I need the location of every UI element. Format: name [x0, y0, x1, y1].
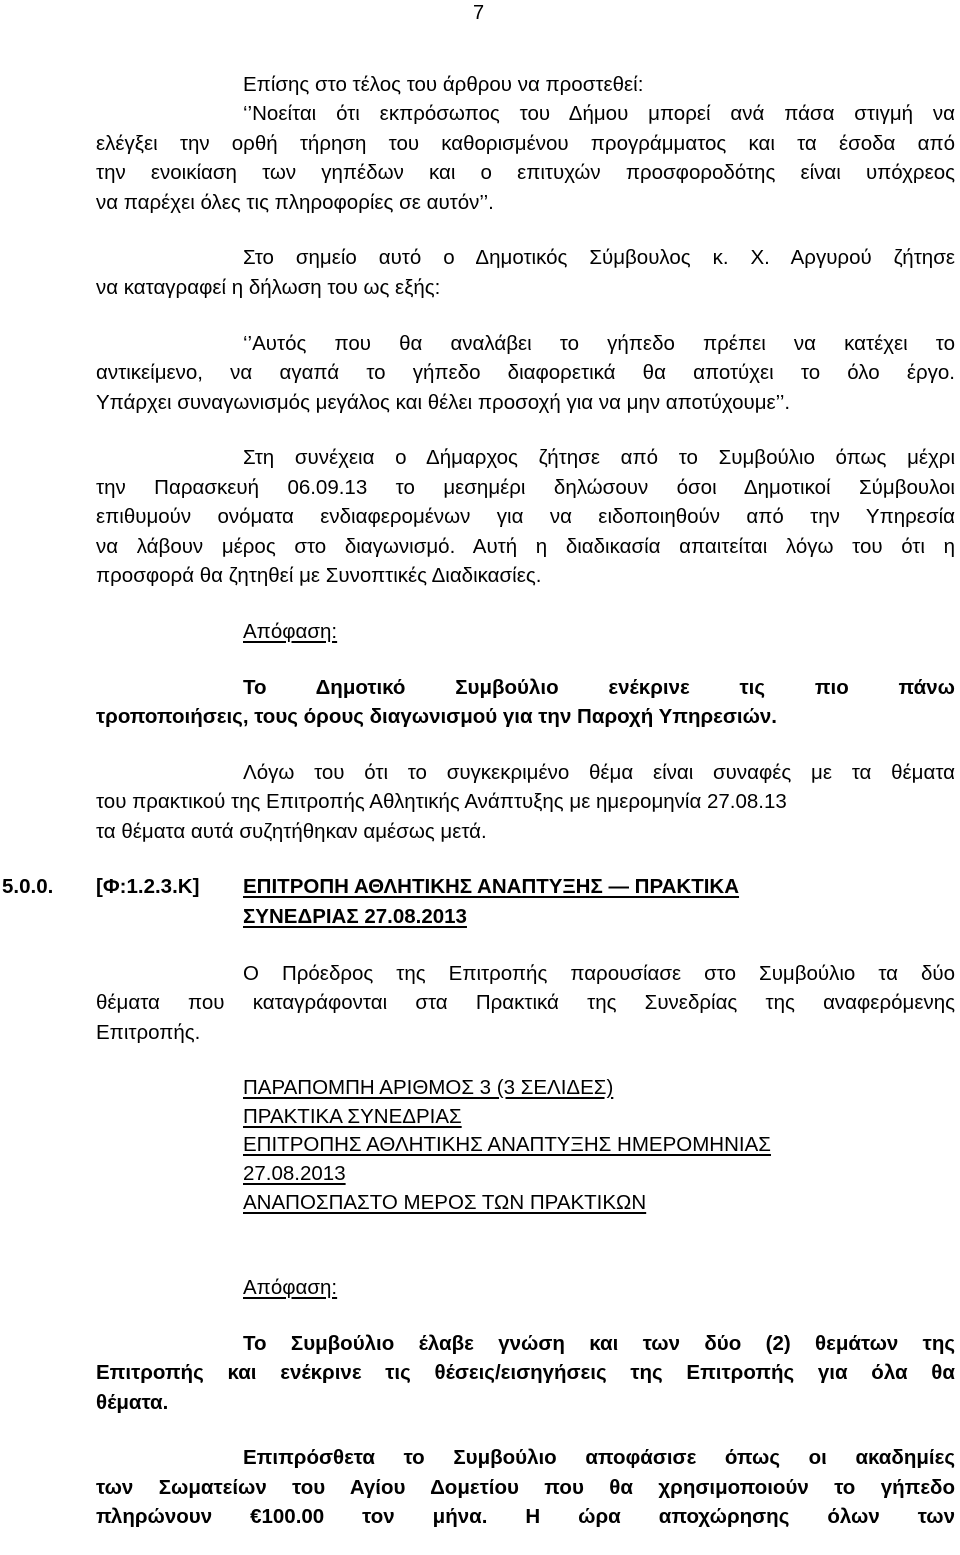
- item-title: ΣΥΝΕΔΡΙΑΣ 27.08.2013: [243, 905, 467, 928]
- chairman-line: Ο Πρόεδρος της Επιτροπής παρουσίασε στο Συμβούλιο τα δύο: [243, 962, 955, 985]
- related-line: του πρακτικού της Επιτροπής Αθλητικής Ανάπτυξης με ημερομηνία 27.08.13: [96, 790, 787, 813]
- decision2-line: θέματα.: [96, 1391, 169, 1414]
- item-code: [Φ:1.2.3.Κ]: [96, 875, 200, 898]
- decision2-line: Το Συμβούλιο έλαβε γνώση και των δύο (2) θεμάτων της: [243, 1332, 955, 1355]
- decision-label: Απόφαση:: [243, 1276, 338, 1299]
- related-line: Λόγω του ότι το συγκεκριμένο θέμα είναι συναφές με τα θέματα: [243, 761, 955, 784]
- decision2-line: Επιτροπής και ενέκρινε τις θέσεις/εισηγήσεις της Επιτροπής για όλα θα: [96, 1361, 955, 1384]
- reference-line: ΠΡΑΚΤΙΚΑ ΣΥΝΕΔΡΙΑΣ: [243, 1105, 462, 1128]
- additional-line: των Σωματείων του Αγίου Δομετίου που θα χρησιμοποιούν το γήπεδο: [96, 1476, 955, 1499]
- mayor-line: προσφορά θα ζητηθεί με Συνοπτικές Διαδικασίες.: [96, 564, 542, 587]
- reference-line: ΠΑΡΑΠΟΜΠΗ ΑΡΙΘΜΟΣ 3 (3 ΣΕΛΙΔΕΣ): [243, 1076, 614, 1099]
- intro-text: Επίσης στο τέλος του άρθρου να προστεθεί:: [243, 73, 644, 96]
- mayor-line: την Παρασκευή 06.09.13 το μεσημέρι δηλώσουν όσοι Δημοτικοί Σύμβουλοι: [96, 476, 955, 499]
- quote2-line: Υπάρχει συναγωνισμός μεγάλος και θέλει προσοχή για να μην αποτύχουμε’’.: [96, 391, 791, 414]
- additional-line: Επιπρόσθετα το Συμβούλιο αποφάσισε όπως οι ακαδημίες: [243, 1446, 955, 1469]
- related-line: τα θέματα αυτά συζητήθηκαν αμέσως μετά.: [96, 820, 487, 843]
- quote1-line: ‘’Νοείται ότι εκπρόσωπος του Δήμου μπορεί ανά πάσα στιγμή να: [243, 102, 955, 125]
- reference-line: 27.08.2013: [243, 1162, 346, 1185]
- reference-line: ΑΝΑΠΟΣΠΑΣΤΟ ΜΕΡΟΣ ΤΩΝ ΠΡΑΚΤΙΚΩΝ: [243, 1191, 647, 1214]
- decision1-line: τροποποιήσεις, τους όρους διαγωνισμού για την Παροχή Υπηρεσιών.: [96, 705, 778, 728]
- mayor-line: Στη συνέχεια ο Δήμαρχος ζήτησε από το Συμβούλιο όπως μέχρι: [243, 446, 955, 469]
- quote1-line: να παρέχει όλες τις πληροφορίες σε αυτόν’’.: [96, 191, 494, 214]
- chairman-line: θέματα που καταγράφονται στα Πρακτικά της Συνεδρίας της αναφερόμενης: [96, 991, 955, 1014]
- mayor-line: επιθυμούν ονόματα ενδιαφερομένων για να ειδοποιηθούν από την Υπηρεσία: [96, 505, 955, 528]
- quote1-line: ελέγξει την ορθή τήρηση του καθορισμένου προγράμματος και τα έσοδα από: [96, 132, 955, 155]
- statement-line: Στο σημείο αυτό ο Δημοτικός Σύμβουλος κ. Χ. Αργυρού ζήτησε: [243, 246, 955, 269]
- mayor-line: να λάβουν μέρος στο διαγωνισμό. Αυτή η διαδικασία απαιτείται λόγω του ότι η: [96, 535, 955, 558]
- chairman-line: Επιτροπής.: [96, 1021, 201, 1044]
- item-title: ΕΠΙΤΡΟΠΗ ΑΘΛΗΤΙΚΗΣ ΑΝΑΠΤΥΞΗΣ — ΠΡΑΚΤΙΚΑ: [243, 875, 740, 898]
- quote2-line: ‘’Αυτός που θα αναλάβει το γήπεδο πρέπει να κατέχει το: [243, 332, 955, 355]
- quote1-line: την ενοικίαση των γηπέδων και ο επιτυχών προσφοροδότης είναι υπόχρεος: [96, 161, 955, 184]
- page-number: 7: [473, 2, 485, 24]
- decision-label: Απόφαση:: [243, 620, 338, 643]
- additional-line: πληρώνουν €100.00 τον μήνα. Η ώρα αποχώρησης όλων των: [96, 1505, 955, 1528]
- statement-line: να καταγραφεί η δήλωση του ως εξής:: [96, 276, 441, 299]
- decision1-line: Το Δημοτικό Συμβούλιο ενέκρινε τις πιο πάνω: [243, 676, 955, 699]
- reference-line: ΕΠΙΤΡΟΠΗΣ ΑΘΛΗΤΙΚΗΣ ΑΝΑΠΤΥΞΗΣ ΗΜΕΡΟΜΗΝΙΑΣ: [243, 1133, 771, 1156]
- quote2-line: αντικείμενο, να αγαπά το γήπεδο διαφορετικά θα αποτύχει το όλο έργο.: [96, 361, 955, 384]
- item-number: 5.0.0.: [2, 875, 54, 898]
